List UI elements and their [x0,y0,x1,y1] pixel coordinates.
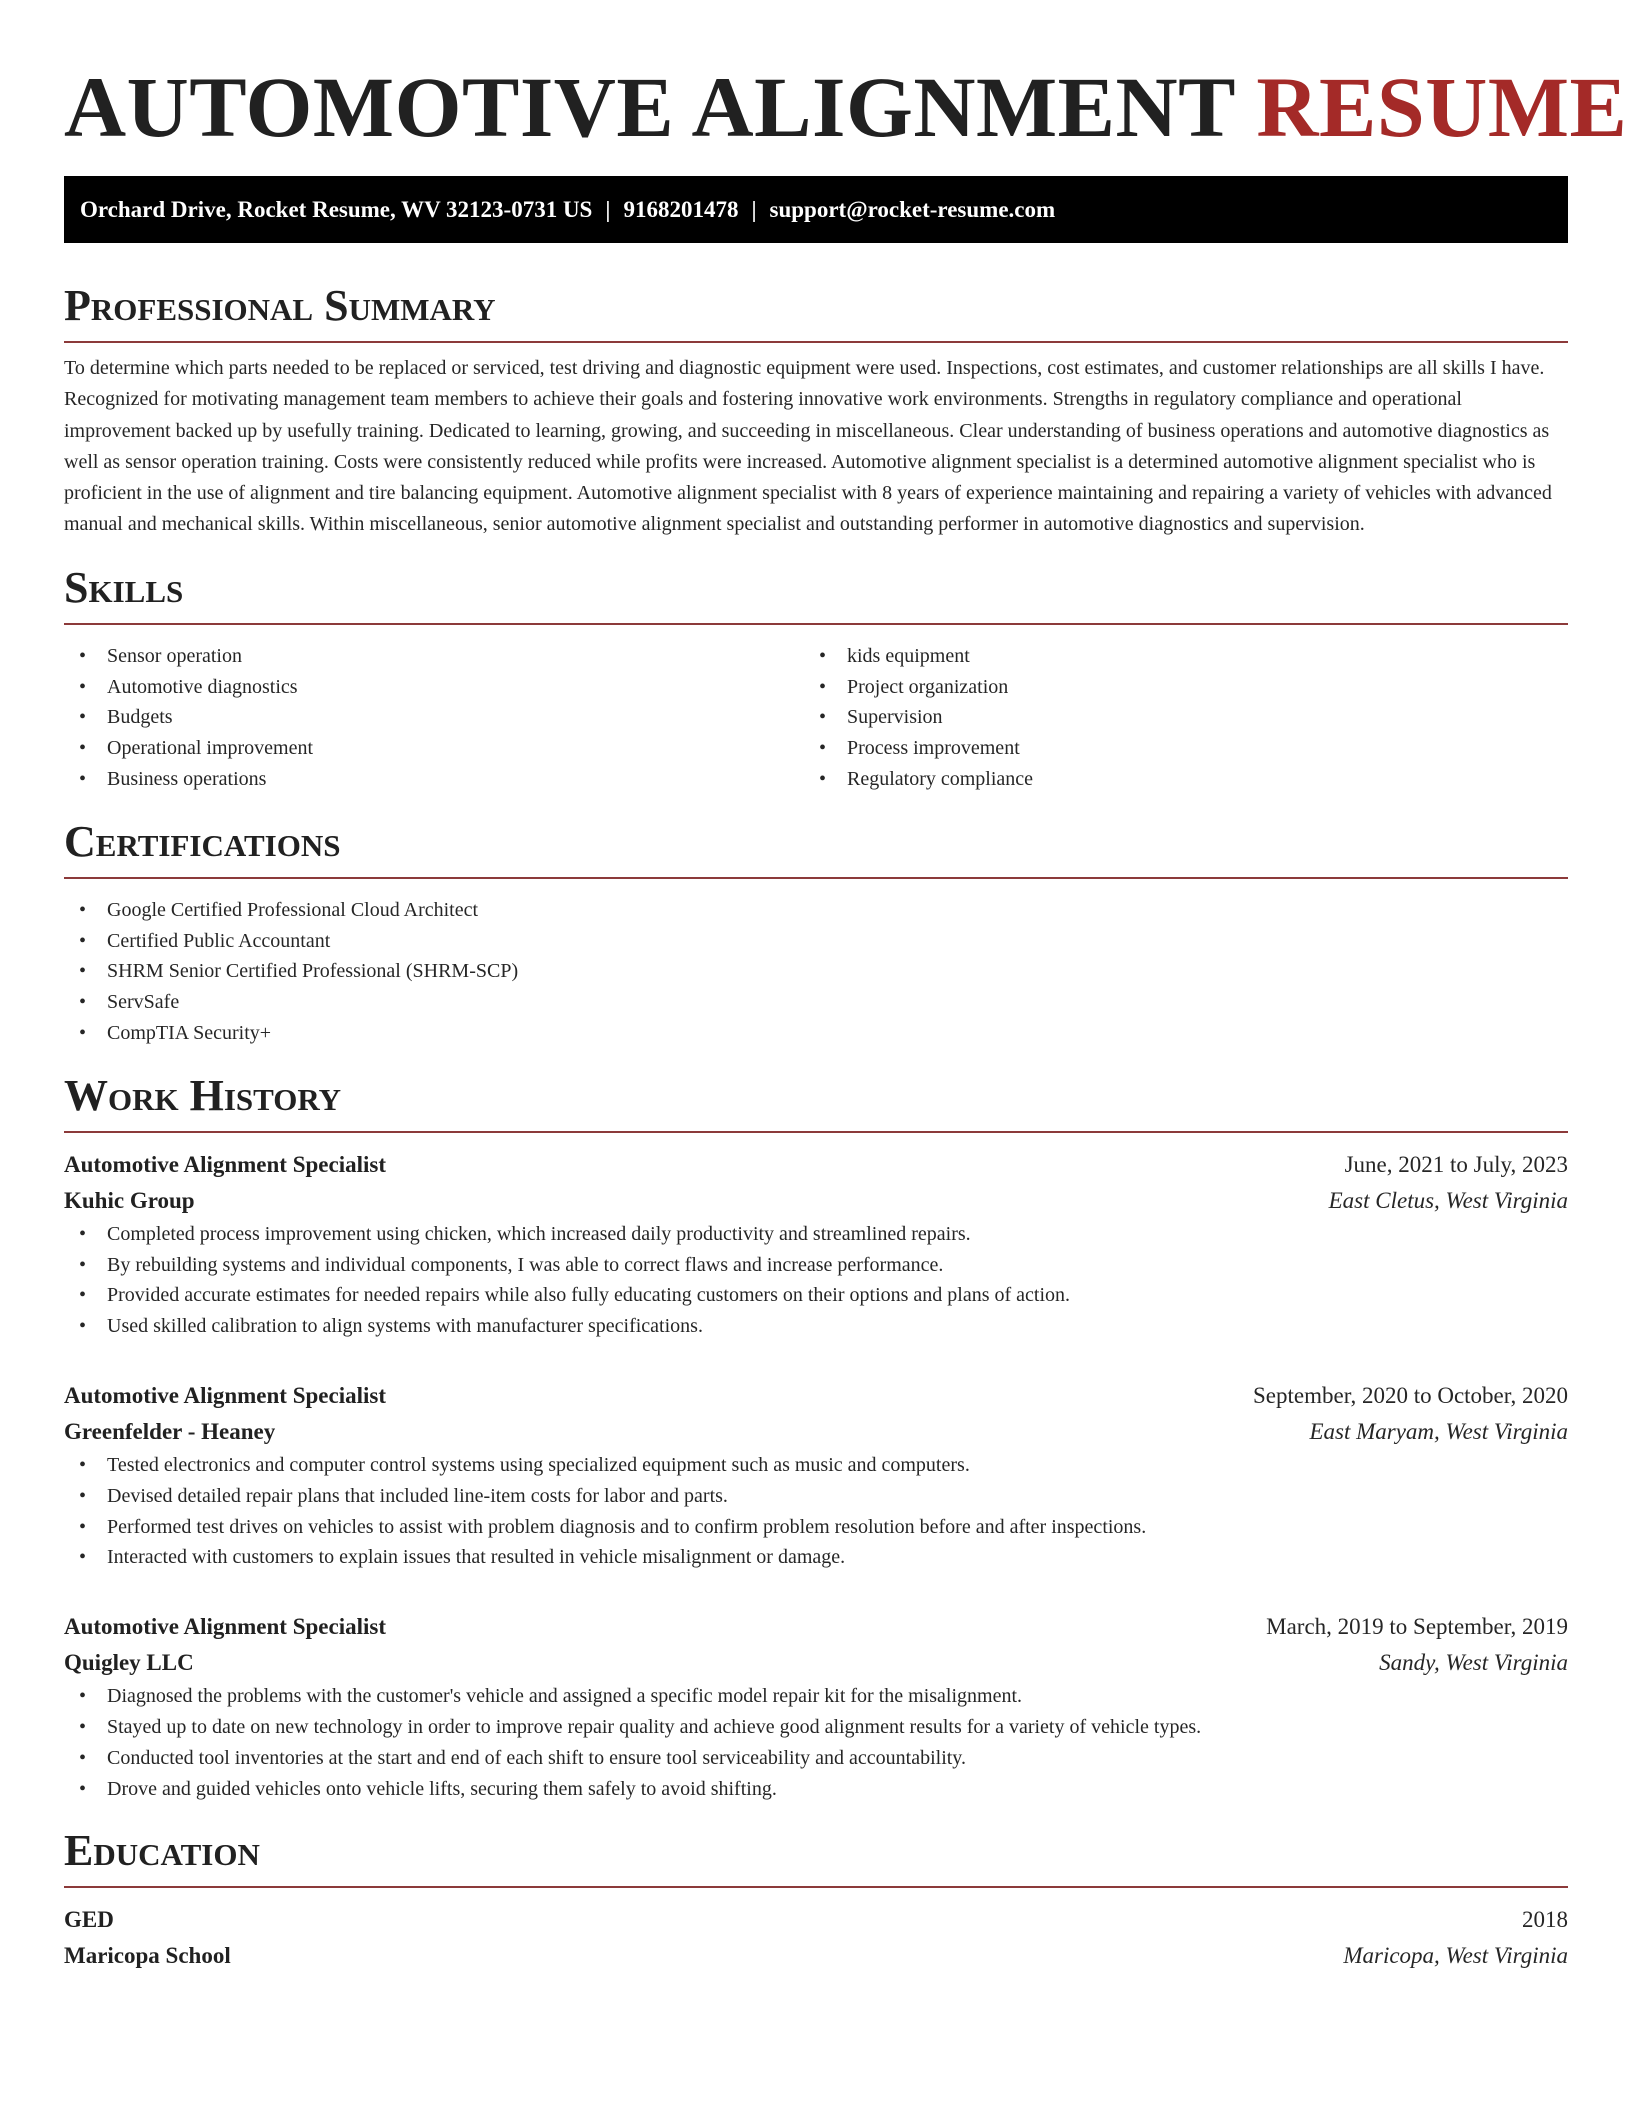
job-duty-item: • Tested electronics and computer control systems using specialized equipment such as music and computers. [64,1450,1568,1481]
job-location: East Cletus, West Virginia [1328,1187,1568,1213]
certification-item: • CompTIA Security+ [64,1018,1568,1049]
resume-title [64,52,1628,162]
skill-item: • Process improvement [804,733,1544,764]
job-subheader [64,1183,1568,1219]
contact-bar [64,176,1568,243]
job-duty-item: • Used skilled calibration to align systems with manufacturer specifications. [64,1311,1568,1342]
skill-item: • Automotive diagnostics [64,672,804,703]
job-location: Sandy, West Virginia [1379,1650,1568,1676]
job-title: Automotive Alignment Specialist [64,1614,386,1640]
certifications-heading: Certifications [64,817,1568,879]
job-location: East Maryam, West Virginia [1309,1418,1568,1444]
job-header [64,1147,1568,1183]
education-heading: Education [64,1826,1568,1888]
skill-item: • Sensor operation [64,641,804,672]
contact-separator: | [605,197,611,222]
contact-separator: | [751,197,757,222]
skills-heading: Skills [64,563,1568,625]
job-dates: September, 2020 to October, 2020 [1253,1382,1568,1408]
skill-item: • Business operations [64,764,804,795]
certification-item: • ServSafe [64,987,1568,1018]
education-location: Maricopa, West Virginia [1343,1943,1568,1969]
education-degree: GED [64,1907,114,1933]
job-company: Kuhic Group [64,1187,195,1213]
job-duties [64,1450,1568,1573]
job-duties [64,1681,1568,1804]
work-history-heading: Work History [64,1071,1568,1133]
title-main: AUTOMOTIVE ALIGNMENT [64,59,1235,155]
job-dates: March, 2019 to September, 2019 [1266,1614,1568,1640]
skill-item: • kids equipment [804,641,1544,672]
job-dates: June, 2021 to July, 2023 [1344,1151,1568,1177]
job-entry [64,1378,1568,1573]
job-entry [64,1609,1568,1804]
job-duty-item: • Provided accurate estimates for needed repairs while also fully educating customers on their options and plans of action. [64,1280,1568,1311]
education-header [64,1902,1568,1938]
contact-email[interactable]: support@rocket-resume.com [769,197,1056,222]
skill-item: • Budgets [64,702,804,733]
skills-list [64,641,1568,795]
skills-column-right [804,641,1544,795]
job-title: Automotive Alignment Specialist [64,1382,386,1408]
job-title: Automotive Alignment Specialist [64,1151,386,1177]
job-subheader [64,1414,1568,1450]
resume-page [64,0,1628,1974]
job-duty-item: • Diagnosed the problems with the customer's vehicle and assigned a specific model repair kit for the misalignment. [64,1681,1568,1712]
education-year: 2018 [1522,1907,1568,1933]
certification-item: • Google Certified Professional Cloud Architect [64,895,1568,926]
summary-heading: Professional Summary [64,281,1568,343]
job-duty-item: • Conducted tool inventories at the start and end of each shift to ensure tool serviceability and accountability. [64,1743,1568,1774]
job-duty-item: • Completed process improvement using chicken, which increased daily productivity and streamlined repairs. [64,1219,1568,1250]
certification-item: • Certified Public Accountant [64,926,1568,957]
title-accent: RESUME [1256,59,1628,155]
job-entry [64,1147,1568,1342]
job-company: Greenfelder - Heaney [64,1418,276,1444]
job-duty-item: • Performed test drives on vehicles to assist with problem diagnosis and to confirm problem resolution before and after inspections. [64,1512,1568,1543]
skill-item: • Regulatory compliance [804,764,1544,795]
certifications-list [64,895,1568,1049]
contact-phone[interactable]: 9168201478 [623,197,739,222]
education-subheader [64,1938,1568,1974]
education-school: Maricopa School [64,1943,231,1969]
job-duty-item: • Stayed up to date on new technology in order to improve repair quality and achieve good alignment results for a variety of vehicle types. [64,1712,1568,1743]
skill-item: • Operational improvement [64,733,804,764]
job-duty-item: • Interacted with customers to explain issues that resulted in vehicle misalignment or damage. [64,1542,1568,1573]
job-company: Quigley LLC [64,1650,194,1676]
certification-item: • SHRM Senior Certified Professional (SHRM-SCP) [64,956,1568,987]
job-duty-item: • By rebuilding systems and individual components, I was able to correct flaws and increase performance. [64,1250,1568,1281]
job-duty-item: • Drove and guided vehicles onto vehicle lifts, securing them safely to avoid shifting. [64,1774,1568,1805]
contact-address: Orchard Drive, Rocket Resume, WV 32123-0731 US [80,197,593,222]
skill-item: • Project organization [804,672,1544,703]
skill-item: • Supervision [804,702,1544,733]
job-subheader [64,1645,1568,1681]
job-duty-item: • Devised detailed repair plans that included line-item costs for labor and parts. [64,1481,1568,1512]
education-entry [64,1902,1568,1974]
job-duties [64,1219,1568,1342]
job-header [64,1609,1568,1645]
summary-text: To determine which parts needed to be replaced or serviced, test driving and diagnostic equipment were used. Inspections, cost estimates, and customer relationships are all skills I have. Recognized for motivating management team members to achieve their goals and fostering innovative work environments. Strengths in regulatory compliance and operational improvement backed up by usefully training. Dedicated to learning, growing, and succeeding in miscellaneous. Clear understanding of business operations and automotive diagnostics as well as sensor operation training. Costs were consistently reduced while profits were increased. Automotive alignment specialist is a determined automotive alignment specialist who is proficient in the use of alignment and tire balancing equipment. Automotive alignment specialist with 8 years of experience maintaining and repairing a variety of vehicles with advanced manual and mechanical skills. Within miscellaneous, senior automotive alignment specialist and outstanding performer in automotive diagnostics and supervision. [64,357,1552,536]
job-header [64,1378,1568,1414]
skills-column-left [64,641,804,795]
